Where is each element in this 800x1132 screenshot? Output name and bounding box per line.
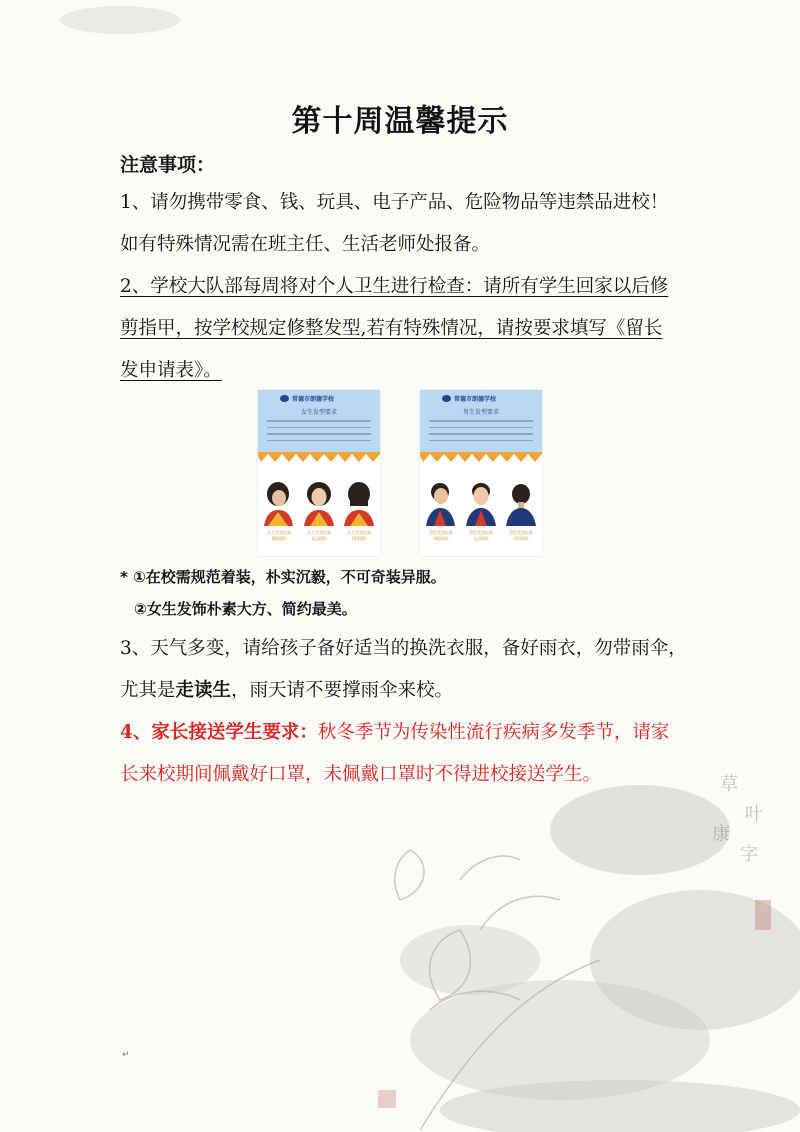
zigzag-border xyxy=(420,452,542,462)
school-name: 常德市朗德学校 xyxy=(292,396,335,403)
poster-header xyxy=(420,390,542,452)
item2-line3-text: 发申请表》。 xyxy=(120,360,222,381)
photo-caption: 男生发型标准 (正面图) xyxy=(469,530,493,541)
photo-caption: 男生发型标准 (背面图) xyxy=(509,530,533,541)
item2-line2-text: 剪指甲，按学校规定修整发型,若有特殊情况，请按要求填写《留长 xyxy=(120,318,663,339)
page-title: 第十周温馨提示 xyxy=(291,104,509,139)
item3-suffix: ，雨天请不要撑雨伞来校。 xyxy=(231,680,454,701)
photo-caption: 女生发型标准 (侧面图) xyxy=(267,530,291,541)
item4-line2: 长来校期间佩戴好口罩，未佩戴口罩时不得进校接送学生。 xyxy=(120,764,602,785)
photo-caption: 男生发型标准 (侧面图) xyxy=(429,530,453,541)
school-emblem-icon xyxy=(280,395,289,402)
note-attire: * ①在校需规范着装，朴实沉毅，不可奇装异服。 xyxy=(120,568,446,586)
item2-line1-text: 2、学校大队部每周将对个人卫生进行检查：请所有学生回家以后修 xyxy=(120,276,669,297)
item4-line1 xyxy=(120,720,700,746)
item1-line1: 1、请勿携带零食、钱、玩具、电子产品、危险物品等违禁品进校！ xyxy=(120,192,669,213)
item2-line2 xyxy=(120,316,700,342)
note-hair-accessories: ②女生发饰朴素大方、简约最美。 xyxy=(134,600,357,618)
zigzag-border xyxy=(258,452,380,462)
boys-hairstyle-poster xyxy=(420,390,542,556)
school-logo xyxy=(442,394,496,403)
item3-prefix: 尤其是 xyxy=(120,680,176,701)
item2-line3 xyxy=(120,358,700,384)
girls-hairstyle-poster xyxy=(258,390,380,556)
item4-label: 4、家长接送学生要求： xyxy=(120,722,318,743)
item1-line2: 如有特殊情况需在班主任、生活老师处报备。 xyxy=(120,234,491,255)
photo-caption: 女生发型标准 (正面图) xyxy=(307,530,331,541)
girls-hair-photos xyxy=(258,480,380,526)
notice-heading: 注意事项： xyxy=(120,154,216,176)
item3-line1: 3、天气多变，请给孩子备好适当的换洗衣服，备好雨衣，勿带雨伞， xyxy=(120,638,687,659)
poster-title: 女生发型要求 xyxy=(300,409,337,416)
paragraph-mark: ↵ xyxy=(122,1050,130,1060)
boys-hair-photos xyxy=(420,480,542,526)
item3-line2 xyxy=(120,678,700,704)
school-logo xyxy=(280,394,334,403)
item3-walking-students: 走读生 xyxy=(175,680,232,701)
svg-text:康: 康 xyxy=(712,824,730,845)
svg-text:草: 草 xyxy=(720,774,738,795)
poster-text-lines xyxy=(267,420,371,446)
svg-text:字: 字 xyxy=(740,844,758,865)
school-emblem-icon xyxy=(442,395,451,402)
svg-text:叶: 叶 xyxy=(745,804,763,825)
photo-caption: 女生发型标准 (背面图) xyxy=(347,530,371,541)
poster-header xyxy=(258,390,380,452)
poster-title: 男生发型要求 xyxy=(462,409,499,416)
item4-line1-rest: 秋冬季节为传染性流行疾病多发季节，请家 xyxy=(317,722,670,743)
poster-text-lines xyxy=(429,420,533,446)
item2-line1 xyxy=(120,274,700,300)
school-name: 常德市朗德学校 xyxy=(454,396,497,403)
